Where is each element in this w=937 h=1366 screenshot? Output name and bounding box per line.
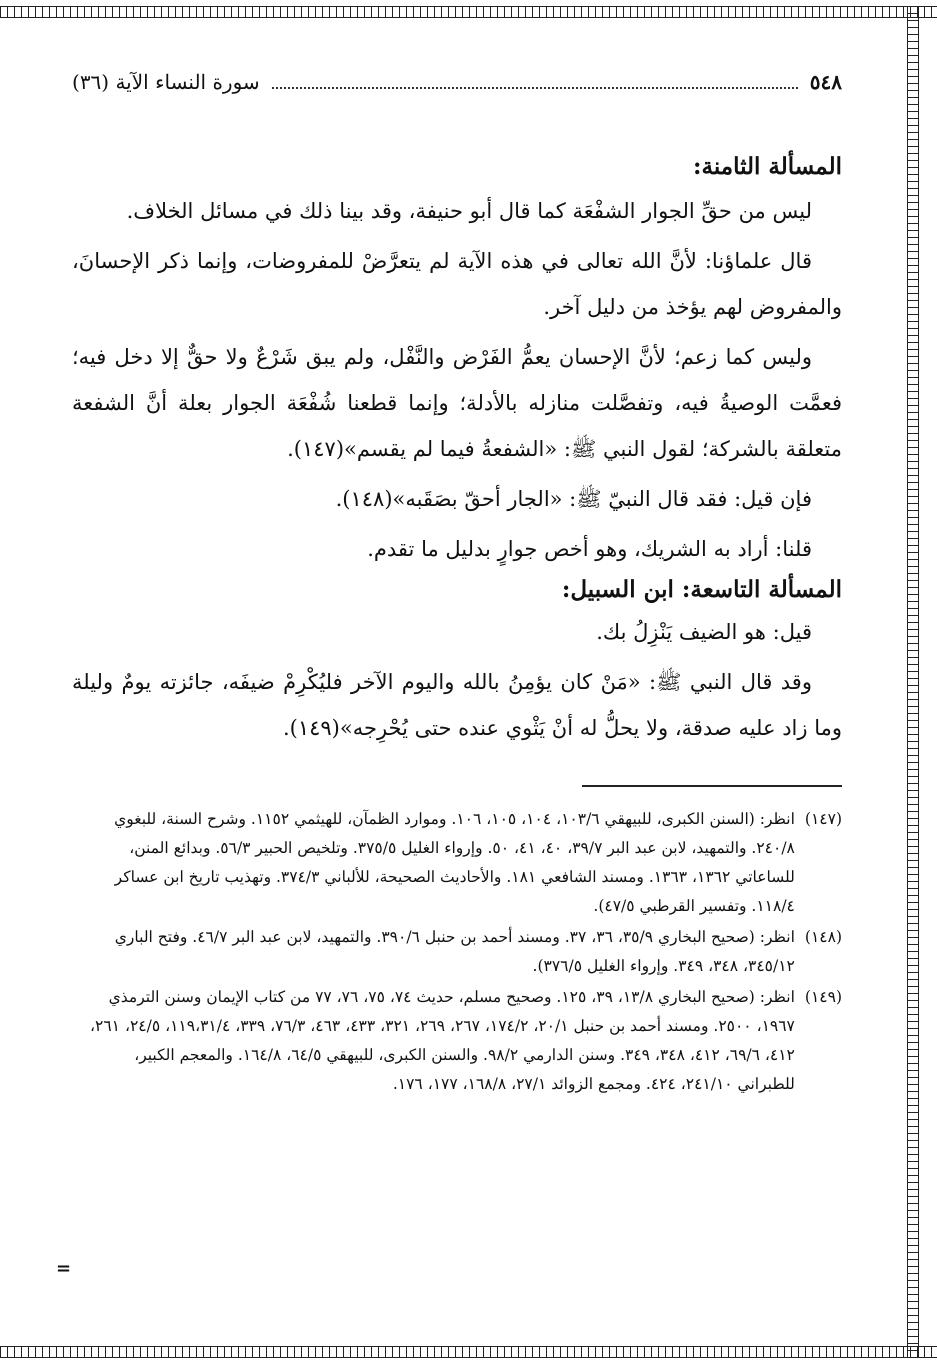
footnote-number: (١٤٩): [804, 988, 842, 1006]
paragraph-2: قال علماؤنا: لأنَّ الله تعالى في هذه الآية لم يتعرَّضْ للمفروضات، وإنما ذكر الإحسانَ، والمفروض لهم يؤخذ من دليل آخر.: [72, 249, 842, 319]
page-number: ٥٤٨: [809, 70, 842, 94]
footnote-149: [72, 983, 842, 1099]
footnote-147: [72, 805, 842, 921]
paragraph-6: قيل: هو الضيف يَنْزِلُ بك.: [596, 620, 812, 644]
section-heading-8: المسألة الثامنة:: [693, 153, 842, 180]
footnotes: [72, 805, 842, 1099]
paragraph-7: وقد قال النبي ﷺ: «مَنْ كان يؤمِنُ بالله واليوم الآخر فليُكْرِمْ ضيفَه، جائزته يومٌ وليلة وما زاد عليه صدقة، ولا يحلُّ له أنْ يَثْوي عنده حتى يُحْرِجه»(١٤٩).: [72, 670, 842, 740]
footnote-text: انظر: (صحيح البخاري ١٣/٨، ٣٩، ١٢٥. وصحيح مسلم، حديث ٧٤، ٧٥، ٧٦، ٧٧ من كتاب الإيمان وسنن الترمذي ١٩٦٧، ٢٥٠٠. ومسند أحمد بن حنبل ٢٠/١، ١٧٤/٢، ٢٦٧، ٢٦٩، ٣٢١، ٤٣٣، ٤٦٣، ٧٦/٣، ٣٣٩، ١١٩،٣١/٤، ٢٤/٥، ٢٦١، ٤١٢، ٦٩/٦، ٤١٢، ٣٤٨، ٣٤٩. وسنن الدارمي ٩٨/٢. والسنن الكبرى، للبيهقي ٦٤/٥، ١٦٤/٨. والمعجم الكبير، للطبراني ٢٤١/١٠، ٤٢٤. ومجمع الزوائد ٢٧/١، ١٦٨/٨، ١٧٧، ١٧٦.: [90, 988, 795, 1093]
continuation-mark: =: [56, 1258, 72, 1279]
paragraph-3: وليس كما زعم؛ لأنَّ الإحسان يعمُّ الفَرْض والنَّفْل، ولم يبق شَرْعٌ ولا حقٌّ إلا دخل فيه؛ فعمَّت الوصيةُ فيه، وتفصَّلت منازله بالأدلة؛ وإنما قطعنا شُفْعَة الجوار بعلة أنَّ الشفعة متعلقة بالشركة؛ لقول النبي ﷺ: «الشفعةُ فيما لم يقسم»(١٤٧).: [72, 345, 842, 461]
running-header: [72, 70, 842, 95]
footnote-text: انظر: (السنن الكبرى، للبيهقي ١٠٣/٦، ١٠٤، ١٠٥، ١٠٦. وموارد الظمآن، للهيثمي ١١٥٢. وشرح السنة، للبغوي ٢٤٠/٨. والتمهيد، لابن عبد البر ٣٩/٧، ٤٠، ٤١، ٥٠. وإرواء الغليل ٣٧٥/٥. وتلخيص الحبير ٥٦/٣. وبدائع المنن، للساعاتي ١٣٦٢، ١٣٦٣. ومسند الشافعي ١٨١. والأحاديث الصحيحة، للألباني ٣٧٤/٣. وتهذيب تاريخ ابن عساكر ١١٨/٤. وتفسير القرطبي ٤٧/٥).: [114, 810, 795, 915]
footnote-text: انظر: (صحيح البخاري ٣٥/٩، ٣٦، ٣٧. ومسند أحمد بن حنبل ٣٩٠/٦. والتمهيد، لابن عبد البر ٤٦/٧. وفتح الباري ٣٤٥/١٢، ٣٤٨، ٣٤٩. وإرواء الغليل ٣٧٦/٥).: [114, 928, 795, 975]
section-heading-9: المسألة التاسعة: ابن السبيل:: [561, 576, 842, 603]
paragraph-1: ليس من حقِّ الجوار الشفْعَة كما قال أبو حنيفة، وقد بينا ذلك في مسائل الخلاف.: [126, 199, 812, 223]
footnote-number: (١٤٧): [804, 810, 842, 828]
border-bottom-ornament: [0, 1346, 937, 1358]
footnote-number: (١٤٨): [804, 928, 842, 946]
header-dots: [272, 87, 798, 89]
running-title: سورة النساء الآية (٣٦): [72, 70, 260, 94]
paragraph-4: فإن قيل: فقد قال النبيّ ﷺ: «الجار أحقّ بصَقَبه»(١٤٨).: [335, 487, 812, 511]
border-top-ornament: [0, 6, 937, 18]
paragraph-5: قلنا: أراد به الشريك، وهو أخص جوارٍ بدليل ما تقدم.: [367, 537, 812, 561]
footnote-148: [72, 923, 842, 981]
footnote-separator: [582, 785, 842, 787]
page-content: [72, 60, 842, 1101]
border-right-ornament: [907, 6, 919, 1358]
